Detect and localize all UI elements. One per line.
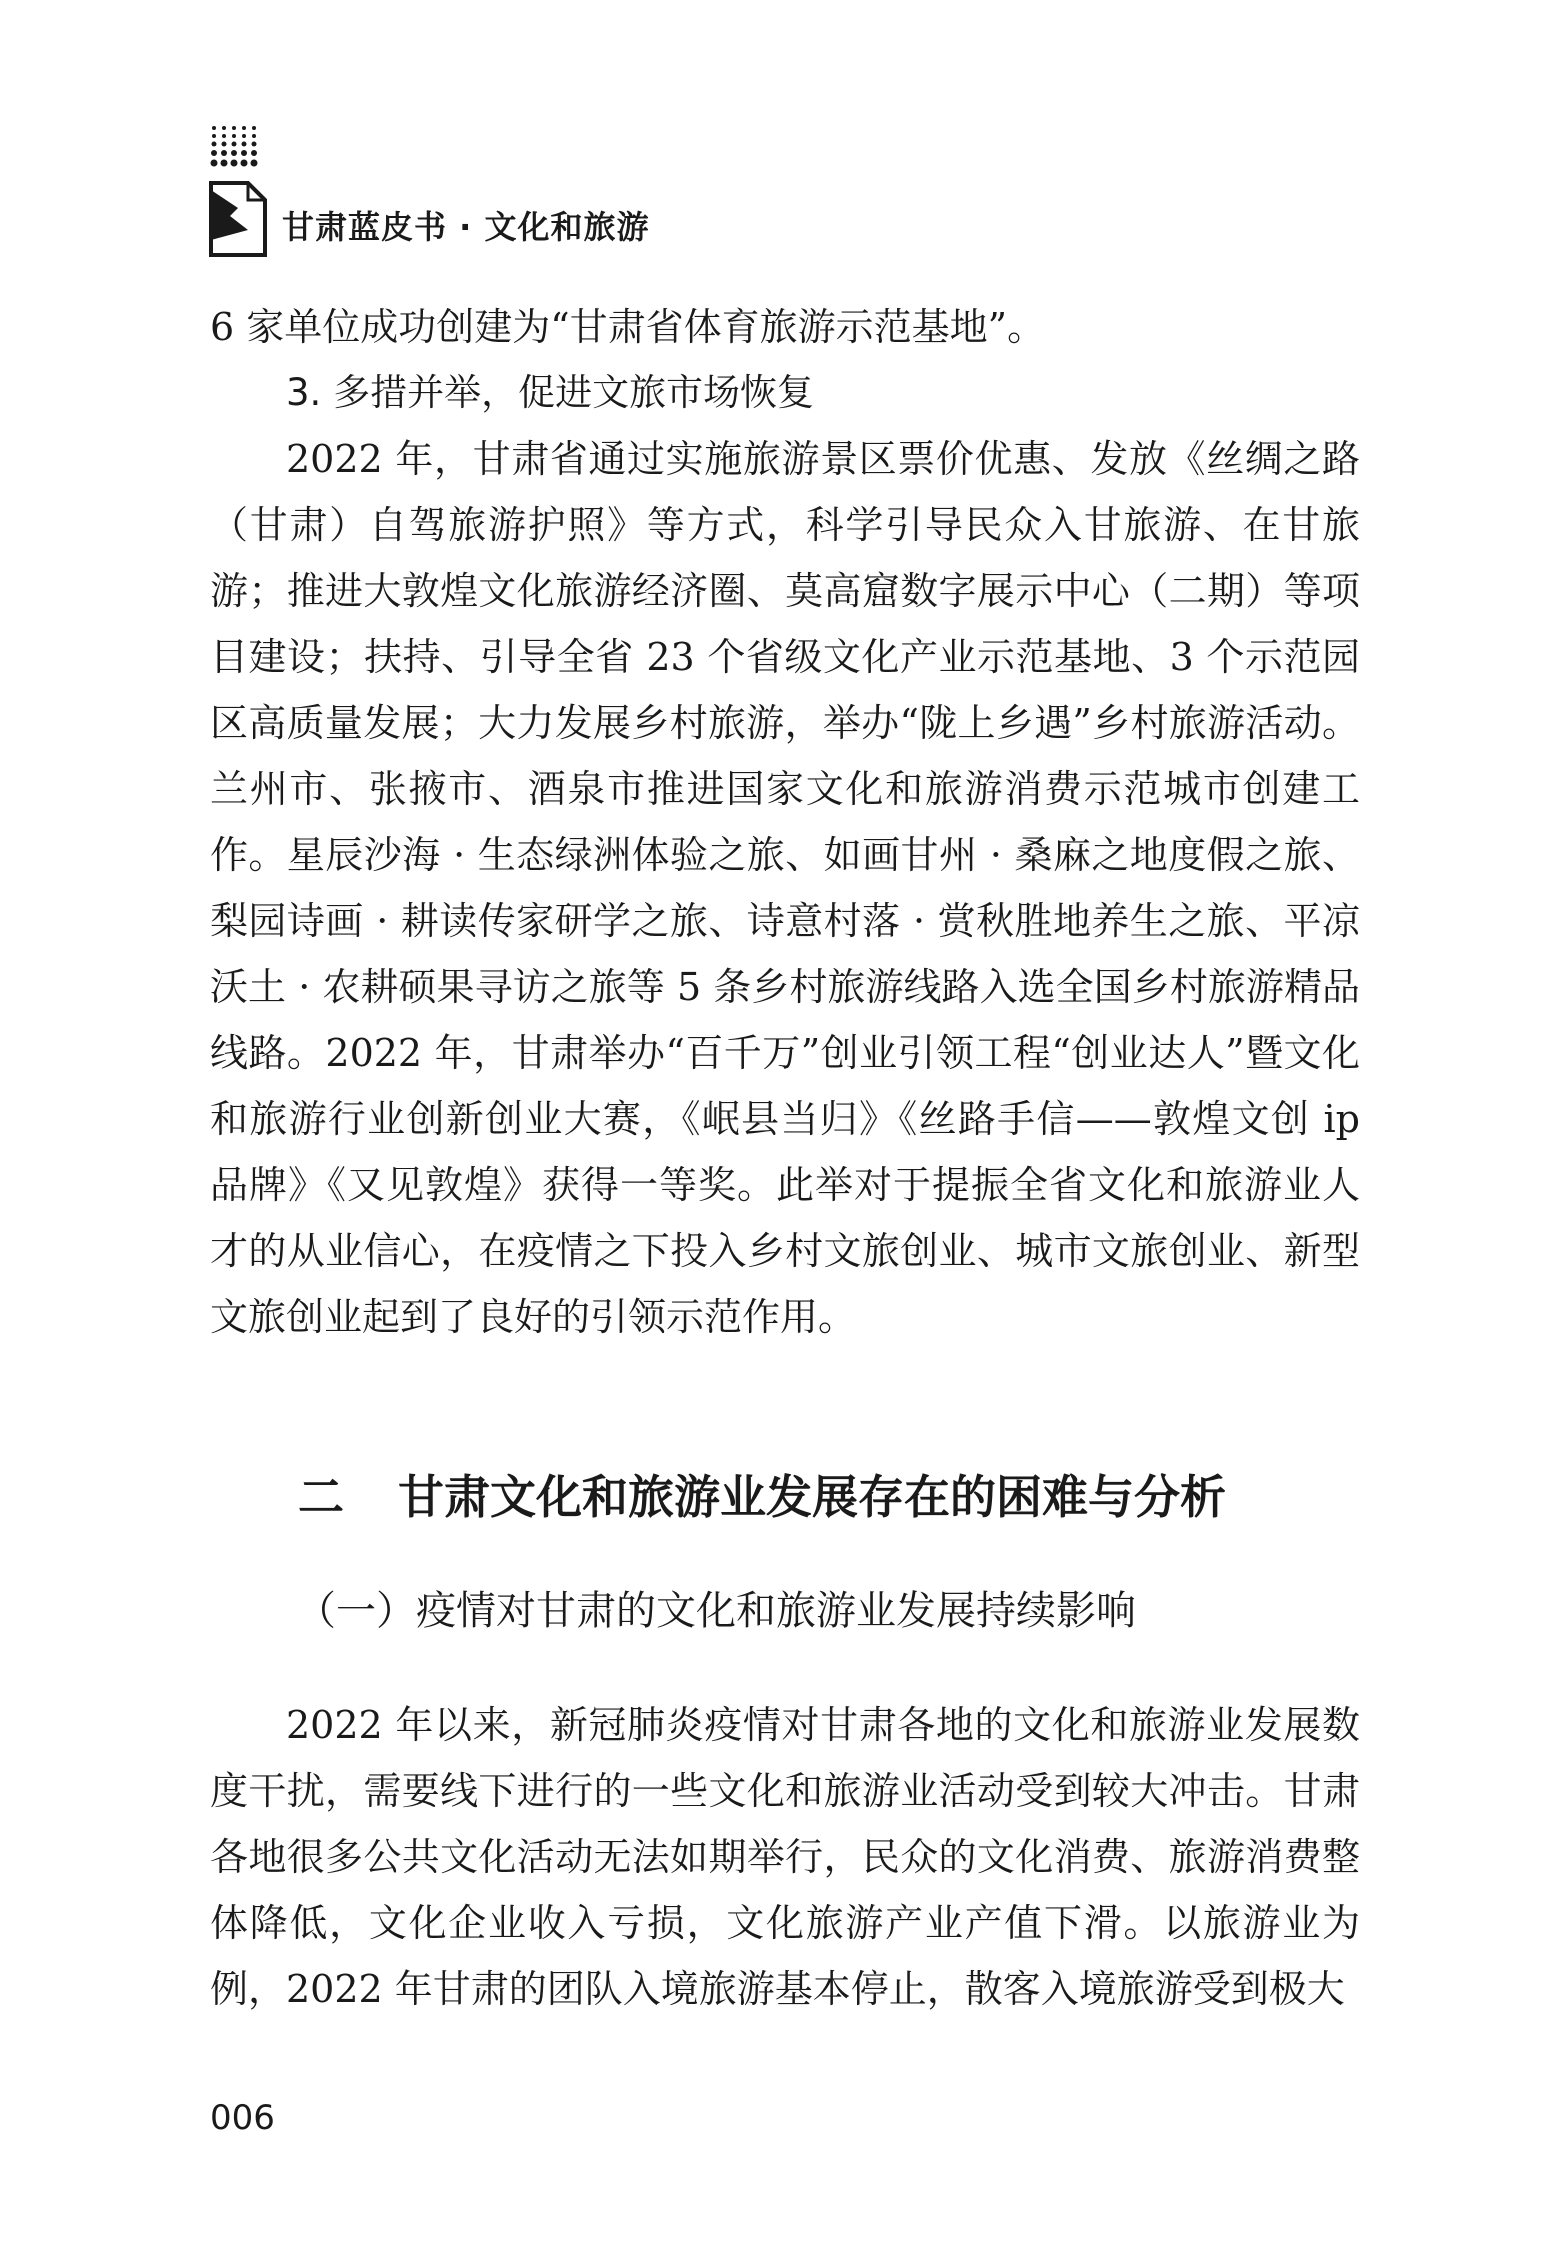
folded-page-icon — [208, 180, 268, 258]
continuation-paragraph: 6 家单位成功创建为“甘肃省体育旅游示范基地”。 — [210, 305, 1046, 349]
section-number: 二 — [298, 1470, 344, 1524]
subsection-heading: （一）疫情对甘肃的文化和旅游业发展持续影响 — [296, 1588, 1136, 1634]
running-header — [206, 124, 706, 264]
section-paragraph: 2022 年以来，新冠肺炎疫情对甘肃各地的文化和旅游业发展数度干扰，需要线下进行的一些文化和旅游业活动受到较大冲击。甘肃各地很多公共文化活动无法如期举行，民众的文化消费、旅游消费整体降低，文化企业收入亏损，文化旅游产业产值下滑。以旅游业为例，2022 年甘肃的团队入境旅游基本停止，散客入境旅游受到极大 — [210, 1703, 1360, 2011]
running-head-title: 甘肃蓝皮书 · 文化和旅游 — [282, 208, 650, 246]
section-title-text: 甘肃文化和旅游业发展存在的困难与分析 — [398, 1470, 1226, 1524]
page-content — [210, 294, 1360, 2022]
numbered-subheading: 3. 多措并举，促进文旅市场恢复 — [286, 371, 815, 414]
page-number: 006 — [210, 2098, 275, 2138]
body-paragraph: 2022 年，甘肃省通过实施旅游景区票价优惠、发放《丝绸之路（甘肃）自驾旅游护照》等方式，科学引导民众入甘旅游、在甘旅游；推进大敦煌文化旅游经济圈、莫高窟数字展示中心（二期）等项目建设；扶持、引导全省 23 个省级文化产业示范基地、3 个示范园区高质量发展；大力发展乡村旅游，举办“陇上乡遇”乡村旅游活动。兰州市、张掖市、酒泉市推进国家文化和旅游消费示范城市创建工作。星辰沙海 · 生态绿洲体验之旅、如画甘州 · 桑麻之地度假之旅、梨园诗画 · 耕读传家研学之旅、诗意村落 · 赏秋胜地养生之旅、平凉沃土 · 农耕硕果寻访之旅等 5 条乡村旅游线路入选全国乡村旅游精品线路。2022 年，甘肃举办“百千万”创业引领工程“创业达人”暨文化和旅游行业创新创业大赛，《岷县当归》《丝路手信——敦煌文创 ip 品牌》《又见敦煌》获得一等奖。此举对于提振全省文化和旅游业人才的从业信心，在疫情之下投入乡村文旅创业、城市文旅创业、新型文旅创业起到了良好的引领示范作用。 — [210, 437, 1360, 1339]
dot-grid-ornament-icon — [210, 124, 262, 168]
section-heading — [298, 1462, 1360, 1532]
